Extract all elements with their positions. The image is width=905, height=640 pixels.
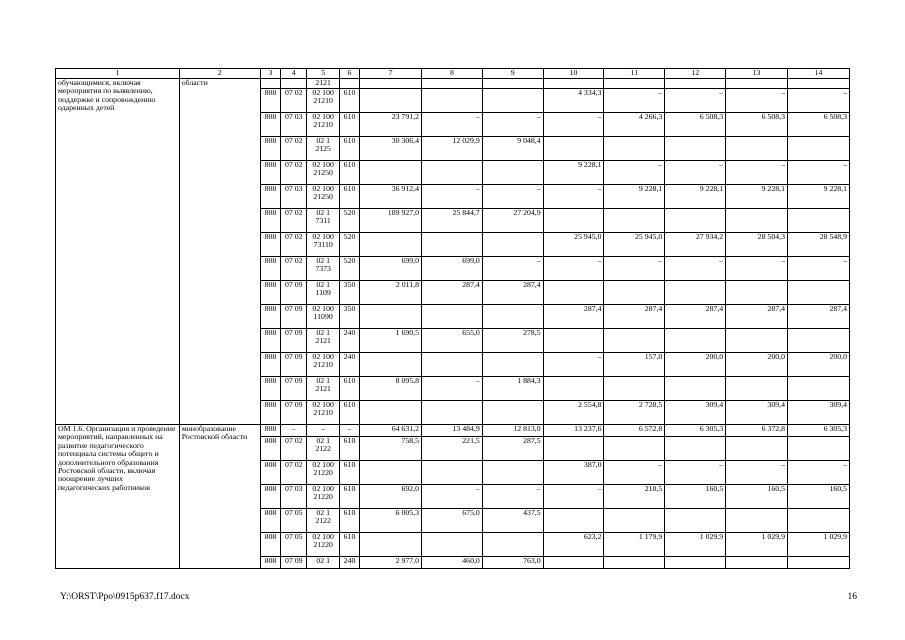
year-value-cell: – [787, 161, 849, 185]
executor-name: минобразование [181, 424, 236, 433]
ministry-code-cell [260, 79, 280, 89]
section-code-cell: 07 09 [281, 281, 307, 305]
year-value-cell: 699,0 [360, 257, 422, 281]
section-code-cell: 07 09 [281, 377, 307, 401]
expense-code-cell [339, 79, 359, 89]
expense-code-cell: – [339, 425, 359, 437]
year-value-cell: 6 305,3 [787, 425, 849, 437]
year-value-cell [726, 79, 788, 89]
year-value-cell: 758,5 [360, 437, 422, 461]
year-value-cell: 287,4 [543, 305, 604, 329]
year-value-cell: 763,0 [482, 557, 543, 569]
year-value-cell [482, 305, 543, 329]
expense-code-cell: 240 [339, 557, 359, 569]
year-value-cell: – [726, 461, 788, 485]
year-value-cell: – [665, 257, 726, 281]
expense-code-cell: 350 [339, 305, 359, 329]
section-code-cell: 07 09 [281, 329, 307, 353]
year-value-cell [665, 209, 726, 233]
year-value-cell [665, 377, 726, 401]
year-value-cell: 287,4 [604, 305, 665, 329]
year-value-cell: – [604, 257, 665, 281]
year-value-cell: – [665, 461, 726, 485]
target-code-cell: 02 1 7373 [307, 257, 339, 281]
year-value-cell: 6 508,3 [787, 113, 849, 137]
year-value-cell: 210,5 [604, 485, 665, 509]
year-value-cell [726, 377, 788, 401]
year-value-cell [360, 305, 422, 329]
expense-code-cell: 350 [339, 281, 359, 305]
year-value-cell: 655,0 [421, 329, 482, 353]
expense-code-cell: 610 [339, 161, 359, 185]
year-value-cell [604, 209, 665, 233]
year-value-cell: 6 508,3 [726, 113, 788, 137]
year-value-cell: – [543, 113, 604, 137]
ministry-code-cell: 808 [260, 281, 280, 305]
year-value-cell: 25 945,0 [604, 233, 665, 257]
year-value-cell [421, 233, 482, 257]
year-value-cell: – [787, 461, 849, 485]
year-value-cell [604, 79, 665, 89]
year-value-cell: 189 927,0 [360, 209, 422, 233]
year-value-cell [604, 437, 665, 461]
expense-code-cell: 520 [339, 257, 359, 281]
expense-code-cell: 520 [339, 233, 359, 257]
year-value-cell [787, 209, 849, 233]
target-code-cell: 02 1 2121 [307, 329, 339, 353]
year-value-cell: 309,4 [726, 401, 788, 425]
ministry-code-cell: 808 [260, 305, 280, 329]
year-value-cell: – [726, 161, 788, 185]
target-code-cell: 02 100 21220 [307, 485, 339, 509]
column-header-11: 11 [604, 69, 665, 79]
year-value-cell [421, 401, 482, 425]
year-value-cell [665, 437, 726, 461]
year-value-cell: 28 548,9 [787, 233, 849, 257]
section-code-cell: 07 02 [281, 437, 307, 461]
year-value-cell: 12 029,9 [421, 137, 482, 161]
section-code-cell: 07 02 [281, 257, 307, 281]
table-row [56, 425, 850, 437]
year-value-cell [421, 89, 482, 113]
year-value-cell: 1 179,9 [604, 533, 665, 557]
year-value-cell [726, 437, 788, 461]
year-value-cell: 1 884,3 [482, 377, 543, 401]
section-code-cell: 07 02 [281, 89, 307, 113]
year-value-cell: – [482, 185, 543, 209]
target-code-cell: 02 100 11090 [307, 305, 339, 329]
year-value-cell [360, 161, 422, 185]
year-value-cell [421, 161, 482, 185]
column-header-8: 8 [421, 69, 482, 79]
expense-code-cell: 610 [339, 113, 359, 137]
section-code-cell: 07 05 [281, 533, 307, 557]
ministry-code-cell: 808 [260, 233, 280, 257]
expense-code-cell: 610 [339, 137, 359, 161]
year-value-cell: 2 728,5 [604, 401, 665, 425]
expense-code-cell: 520 [339, 209, 359, 233]
budget-table [55, 68, 850, 569]
year-value-cell [787, 437, 849, 461]
section-code-cell: 07 09 [281, 557, 307, 569]
year-value-cell: – [543, 485, 604, 509]
target-code-cell: 02 1 2122 [307, 509, 339, 533]
column-header-4: 4 [281, 69, 307, 79]
year-value-cell: 9 228,1 [665, 185, 726, 209]
year-value-cell: 287,4 [787, 305, 849, 329]
ministry-code-cell: 808 [260, 533, 280, 557]
column-header-12: 12 [665, 69, 726, 79]
column-header-1: 1 [56, 69, 180, 79]
ministry-code-cell: 808 [260, 425, 280, 437]
year-value-cell: 2 554,8 [543, 401, 604, 425]
year-value-cell: 1 029,9 [787, 533, 849, 557]
target-code-cell: 02 100 21210 [307, 89, 339, 113]
target-code-cell: 02 100 21250 [307, 161, 339, 185]
year-value-cell: 9 228,1 [726, 185, 788, 209]
ministry-code-cell: 808 [260, 437, 280, 461]
year-value-cell [604, 377, 665, 401]
year-value-cell: 2 977,0 [360, 557, 422, 569]
year-value-cell [726, 209, 788, 233]
expense-code-cell: 610 [339, 89, 359, 113]
year-value-cell: 278,5 [482, 329, 543, 353]
ministry-code-cell: 808 [260, 185, 280, 209]
year-value-cell [482, 89, 543, 113]
target-code-cell: 02 100 21250 [307, 185, 339, 209]
expense-code-cell: 610 [339, 461, 359, 485]
year-value-cell [665, 329, 726, 353]
year-value-cell: 200,0 [665, 353, 726, 377]
year-value-cell: – [543, 353, 604, 377]
year-value-cell: 6 508,3 [665, 113, 726, 137]
year-value-cell [360, 233, 422, 257]
section-code-cell: 07 02 [281, 209, 307, 233]
year-value-cell [726, 281, 788, 305]
executor-cell: области [179, 79, 260, 425]
year-value-cell: 200,0 [726, 353, 788, 377]
year-value-cell: 36 912,4 [360, 185, 422, 209]
year-value-cell [482, 533, 543, 557]
year-value-cell: 460,0 [421, 557, 482, 569]
year-value-cell: 25 844,7 [421, 209, 482, 233]
year-value-cell [360, 461, 422, 485]
year-value-cell: 1 029,9 [665, 533, 726, 557]
year-value-cell [726, 509, 788, 533]
year-value-cell [665, 281, 726, 305]
target-code-cell: 2121 [307, 79, 339, 89]
target-code-cell: 02 100 21210 [307, 353, 339, 377]
section-code-cell: 07 09 [281, 305, 307, 329]
year-value-cell [543, 557, 604, 569]
column-header-10: 10 [543, 69, 604, 79]
year-value-cell [604, 509, 665, 533]
measure-description: ОМ 1.6. Организация и проведение мероприятий, направленных на развитие педагогического потенциала системы общего и дополнительного образования Ростовской области, включая поощрение лучших педагогических работников [56, 425, 180, 569]
year-value-cell: 287,5 [482, 437, 543, 461]
year-value-cell: – [482, 257, 543, 281]
year-value-cell: – [665, 161, 726, 185]
ministry-code-cell: 808 [260, 557, 280, 569]
year-value-cell [604, 137, 665, 161]
page-number: 16 [847, 592, 857, 602]
year-value-cell: 287,4 [665, 305, 726, 329]
executor-cell [179, 425, 260, 569]
year-value-cell [482, 353, 543, 377]
year-value-cell [543, 377, 604, 401]
year-value-cell: – [604, 461, 665, 485]
year-value-cell: – [482, 113, 543, 137]
year-value-cell: 387,0 [543, 461, 604, 485]
year-value-cell: 287,4 [482, 281, 543, 305]
year-value-cell: 692,0 [360, 485, 422, 509]
year-value-cell [421, 305, 482, 329]
year-value-cell [421, 461, 482, 485]
section-code-cell: 07 02 [281, 137, 307, 161]
year-value-cell: 13 484,9 [421, 425, 482, 437]
section-code-cell: 07 09 [281, 353, 307, 377]
year-value-cell: 287,4 [421, 281, 482, 305]
year-value-cell: 160,5 [787, 485, 849, 509]
year-value-cell [604, 557, 665, 569]
expense-code-cell: 610 [339, 401, 359, 425]
section-code-cell [281, 79, 307, 89]
column-header-9: 9 [482, 69, 543, 79]
column-header-6: 6 [339, 69, 359, 79]
ministry-code-cell: 808 [260, 89, 280, 113]
year-value-cell: 1 690,5 [360, 329, 422, 353]
target-code-cell: 02 1 [307, 557, 339, 569]
target-code-cell: 02 1 7311 [307, 209, 339, 233]
year-value-cell: 309,4 [665, 401, 726, 425]
section-code-cell: 07 03 [281, 485, 307, 509]
expense-code-cell: 610 [339, 377, 359, 401]
year-value-cell [787, 509, 849, 533]
section-code-cell: 07 02 [281, 161, 307, 185]
year-value-cell: 6 372,8 [726, 425, 788, 437]
year-value-cell: 8 095,8 [360, 377, 422, 401]
year-value-cell: 25 945,0 [543, 233, 604, 257]
column-header-5: 5 [307, 69, 339, 79]
year-value-cell [543, 209, 604, 233]
year-value-cell [787, 281, 849, 305]
year-value-cell [787, 329, 849, 353]
expense-code-cell: 610 [339, 437, 359, 461]
year-value-cell [787, 377, 849, 401]
year-value-cell [543, 329, 604, 353]
year-value-cell: – [421, 185, 482, 209]
ministry-code-cell: 808 [260, 329, 280, 353]
year-value-cell [726, 557, 788, 569]
year-value-cell [726, 137, 788, 161]
year-value-cell: 6 572,8 [604, 425, 665, 437]
year-value-cell: – [482, 485, 543, 509]
year-value-cell: 1 029,9 [726, 533, 788, 557]
year-value-cell: – [421, 113, 482, 137]
year-value-cell: 9 228,1 [543, 161, 604, 185]
column-header-7: 7 [360, 69, 422, 79]
year-value-cell: 200,0 [787, 353, 849, 377]
ministry-code-cell: 808 [260, 209, 280, 233]
year-value-cell [543, 437, 604, 461]
table-row [56, 79, 850, 89]
year-value-cell: – [543, 185, 604, 209]
year-value-cell: 23 791,2 [360, 113, 422, 137]
year-value-cell: 9 048,4 [482, 137, 543, 161]
year-value-cell: – [604, 161, 665, 185]
year-value-cell: – [665, 89, 726, 113]
year-value-cell [482, 401, 543, 425]
year-value-cell: – [604, 89, 665, 113]
year-value-cell: 157,0 [604, 353, 665, 377]
year-value-cell [360, 353, 422, 377]
year-value-cell [543, 137, 604, 161]
column-header-3: 3 [260, 69, 280, 79]
target-code-cell: 02 100 73110 [307, 233, 339, 257]
target-code-cell: 02 100 21220 [307, 533, 339, 557]
year-value-cell: 699,0 [421, 257, 482, 281]
year-value-cell: 160,5 [665, 485, 726, 509]
expense-code-cell: 610 [339, 533, 359, 557]
year-value-cell: 6 005,3 [360, 509, 422, 533]
year-value-cell: 287,4 [726, 305, 788, 329]
year-value-cell: 9 228,1 [787, 185, 849, 209]
ministry-code-cell: 808 [260, 161, 280, 185]
section-code-cell: 07 05 [281, 509, 307, 533]
year-value-cell: 4 266,3 [604, 113, 665, 137]
target-code-cell: 02 1 2125 [307, 137, 339, 161]
year-value-cell: 30 306,4 [360, 137, 422, 161]
year-value-cell [360, 79, 422, 89]
column-header-14: 14 [787, 69, 849, 79]
ministry-code-cell: 808 [260, 257, 280, 281]
year-value-cell: 64 631,2 [360, 425, 422, 437]
expense-code-cell: 240 [339, 353, 359, 377]
year-value-cell [604, 329, 665, 353]
column-header-2: 2 [179, 69, 260, 79]
ministry-code-cell: 808 [260, 461, 280, 485]
year-value-cell [665, 557, 726, 569]
year-value-cell [726, 329, 788, 353]
year-value-cell: – [787, 89, 849, 113]
ministry-code-cell: 808 [260, 485, 280, 509]
expense-code-cell: 240 [339, 329, 359, 353]
column-header-13: 13 [726, 69, 788, 79]
ministry-code-cell: 808 [260, 401, 280, 425]
year-value-cell [421, 79, 482, 89]
year-value-cell: – [543, 257, 604, 281]
target-code-cell: 02 1 2122 [307, 437, 339, 461]
year-value-cell [787, 79, 849, 89]
year-value-cell: 623,2 [543, 533, 604, 557]
year-value-cell: 2 011,8 [360, 281, 422, 305]
ministry-code-cell: 808 [260, 377, 280, 401]
year-value-cell [360, 89, 422, 113]
year-value-cell: 12 813,0 [482, 425, 543, 437]
target-code-cell: 02 100 21210 [307, 113, 339, 137]
year-value-cell: – [726, 89, 788, 113]
year-value-cell: 9 228,1 [604, 185, 665, 209]
section-code-cell: 07 02 [281, 461, 307, 485]
year-value-cell [604, 281, 665, 305]
year-value-cell [482, 161, 543, 185]
year-value-cell [482, 461, 543, 485]
table-body [56, 69, 850, 569]
year-value-cell: – [726, 257, 788, 281]
year-value-cell: – [421, 377, 482, 401]
target-code-cell: 02 100 21210 [307, 401, 339, 425]
year-value-cell [543, 79, 604, 89]
expense-code-cell: 610 [339, 485, 359, 509]
year-value-cell [665, 79, 726, 89]
year-value-cell: – [421, 485, 482, 509]
section-code-cell: – [281, 425, 307, 437]
file-path: Y:\ORST\Ppo\0915p637.f17.docx [60, 592, 190, 602]
target-code-cell: 02 1 1109 [307, 281, 339, 305]
year-value-cell: 28 504,3 [726, 233, 788, 257]
year-value-cell: 160,5 [726, 485, 788, 509]
year-value-cell [482, 233, 543, 257]
year-value-cell [665, 509, 726, 533]
year-value-cell: 27 204,9 [482, 209, 543, 233]
year-value-cell [360, 533, 422, 557]
expense-code-cell: 610 [339, 185, 359, 209]
year-value-cell: 437,5 [482, 509, 543, 533]
year-value-cell: 27 934,2 [665, 233, 726, 257]
executor-region: Ростовской области [181, 432, 248, 442]
section-code-cell: 07 09 [281, 401, 307, 425]
year-value-cell [543, 281, 604, 305]
year-value-cell: – [787, 257, 849, 281]
year-value-cell [421, 353, 482, 377]
year-value-cell [787, 557, 849, 569]
ministry-code-cell: 808 [260, 137, 280, 161]
ministry-code-cell: 808 [260, 509, 280, 533]
target-code-cell: 02 100 21220 [307, 461, 339, 485]
ministry-code-cell: 808 [260, 113, 280, 137]
target-code-cell: – [307, 425, 339, 437]
year-value-cell: 4 334,3 [543, 89, 604, 113]
year-value-cell [543, 509, 604, 533]
year-value-cell: 309,4 [787, 401, 849, 425]
section-code-cell: 07 03 [281, 113, 307, 137]
year-value-cell: 6 305,3 [665, 425, 726, 437]
measure-description: обучающимися, включая мероприятия по выявлению, поддержке и сопровождению одаренных детей [56, 79, 180, 425]
year-value-cell: 13 237,6 [543, 425, 604, 437]
section-code-cell: 07 02 [281, 233, 307, 257]
year-value-cell [360, 401, 422, 425]
year-value-cell: 221,5 [421, 437, 482, 461]
header-row [56, 69, 850, 79]
expense-code-cell: 610 [339, 509, 359, 533]
year-value-cell: 675,0 [421, 509, 482, 533]
year-value-cell [421, 533, 482, 557]
section-code-cell: 07 03 [281, 185, 307, 209]
year-value-cell [482, 79, 543, 89]
year-value-cell [787, 137, 849, 161]
target-code-cell: 02 1 2121 [307, 377, 339, 401]
year-value-cell [665, 137, 726, 161]
ministry-code-cell: 808 [260, 353, 280, 377]
